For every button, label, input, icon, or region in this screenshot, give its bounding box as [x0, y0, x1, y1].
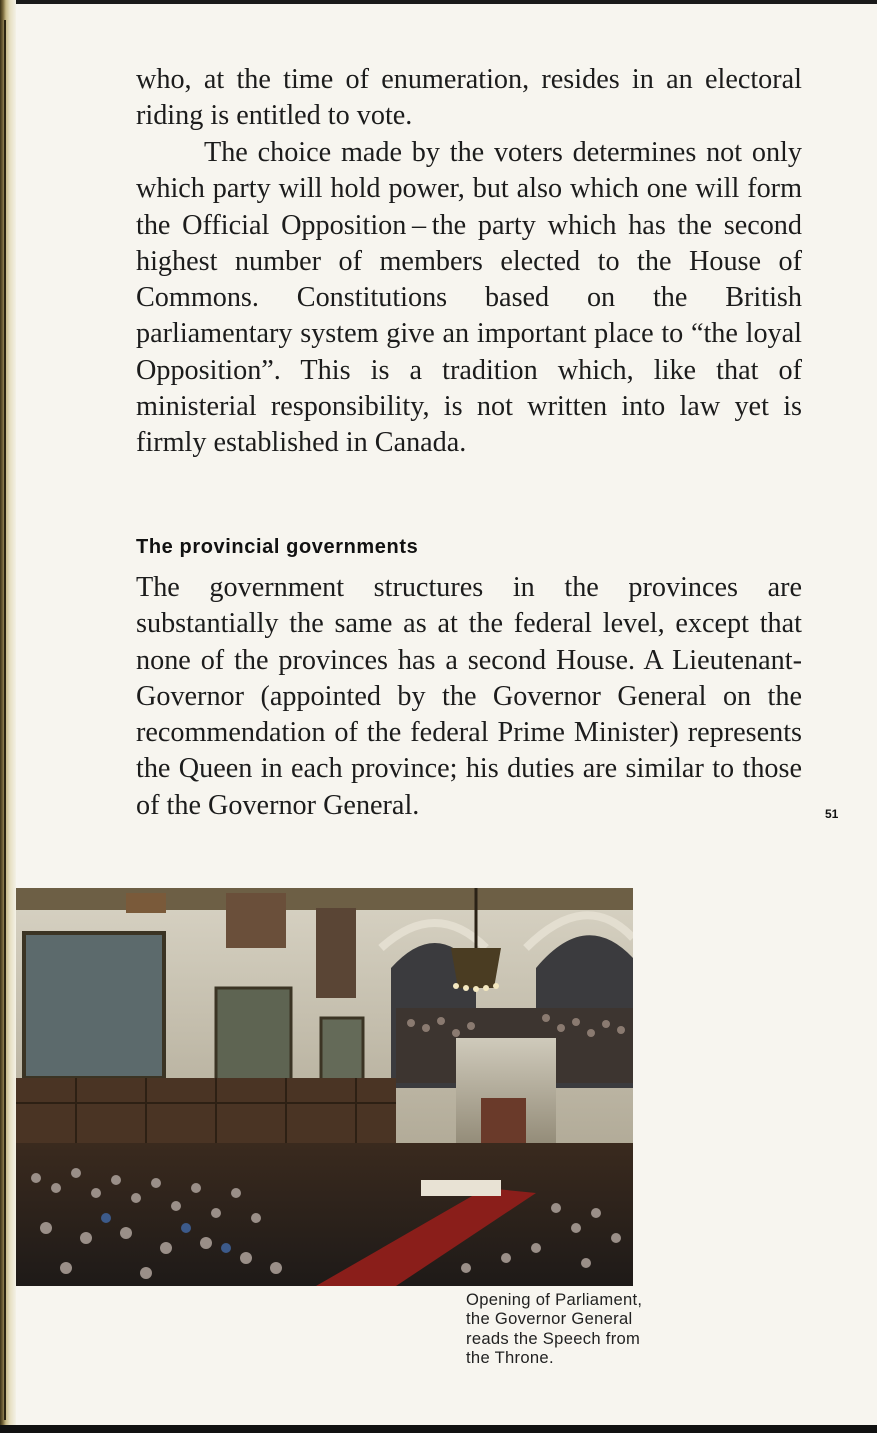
caption-line: Opening of Parliament,	[466, 1290, 643, 1309]
page-number: 51	[825, 807, 839, 821]
paragraph-provincial: The government structures in the provinces are substantially the same as at the federal level, except that none of the provinces has a second House. A Lieutenant-Governor (appointed by the Governor General on the recommendation of the federal Prime Minister) represents the Queen in each province; his duties are similar to those of the Governor General.	[136, 572, 802, 821]
book-spine-edge	[0, 0, 16, 1433]
paragraph-opposition: The choice made by the voters determines not only which party will hold power, but also which one will form the Official Opposition – the party which has the second highest number of members elected to the House of Commons. Constitutions based on the British parliamentary system give an important place to “the loyal Opposition”. This is a tradition which, like that of ministerial responsibility, is not written into law yet is firmly established in Canada.	[136, 137, 802, 459]
paragraph-voting: who, at the time of enumeration, resides in an electoral riding is entitled to vote.	[136, 64, 802, 132]
caption-line: the Governor General	[466, 1309, 633, 1329]
section-heading: The provincial governments	[136, 536, 419, 558]
photo-caption	[466, 1290, 726, 1368]
bottom-rule	[0, 1425, 877, 1433]
top-rule	[0, 0, 877, 4]
caption-line: the Throne.	[466, 1348, 554, 1368]
caption-line: reads the Speech from	[466, 1328, 641, 1348]
senate-chamber-photo	[16, 888, 633, 1286]
